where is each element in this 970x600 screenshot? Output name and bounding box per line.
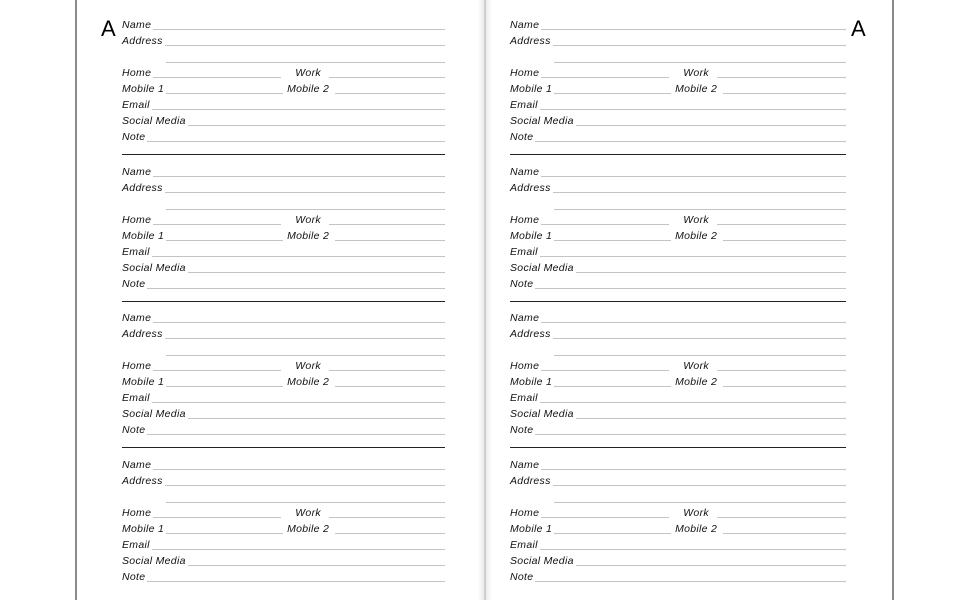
field-row bbox=[122, 111, 445, 127]
field-row bbox=[510, 178, 846, 194]
field-row bbox=[510, 111, 846, 127]
mobile2-line[interactable] bbox=[723, 93, 846, 94]
field-row bbox=[510, 356, 846, 372]
field-row bbox=[122, 63, 445, 79]
name-line[interactable] bbox=[153, 29, 445, 30]
field-row bbox=[510, 63, 846, 79]
entry-separator bbox=[122, 154, 445, 155]
field-label-mobile1: Mobile 1 bbox=[122, 376, 165, 388]
field-row bbox=[122, 324, 445, 340]
work-line[interactable] bbox=[329, 517, 445, 518]
field-label-social: Social Media bbox=[122, 408, 186, 420]
address-line[interactable] bbox=[165, 45, 445, 46]
field-label-mobile2: Mobile 2 bbox=[675, 229, 718, 242]
field-label-name: Name bbox=[510, 312, 540, 324]
section-letter: A bbox=[851, 16, 866, 41]
field-row bbox=[122, 420, 445, 436]
field-row bbox=[510, 341, 846, 357]
mobile2-line[interactable] bbox=[335, 240, 445, 241]
mobile2-line[interactable] bbox=[723, 240, 846, 241]
field-row bbox=[510, 258, 846, 274]
field-row bbox=[122, 356, 445, 372]
field-label-work: Work bbox=[295, 67, 321, 79]
field-label-note: Note bbox=[510, 570, 534, 583]
field-label-note: Note bbox=[122, 131, 146, 143]
mobile1-line[interactable] bbox=[554, 240, 671, 241]
field-label-email: Email bbox=[122, 392, 150, 404]
field-row bbox=[122, 195, 445, 211]
field-label-home: Home bbox=[122, 67, 152, 79]
field-label-name: Name bbox=[122, 165, 152, 178]
field-label-address: Address bbox=[122, 328, 163, 340]
field-row bbox=[122, 567, 445, 583]
field-row bbox=[122, 79, 445, 95]
field-label-address: Address bbox=[122, 474, 163, 487]
field-label-home: Home bbox=[510, 506, 540, 519]
mobile1-line[interactable] bbox=[166, 386, 283, 387]
email-line[interactable] bbox=[540, 402, 846, 403]
email-line[interactable] bbox=[152, 549, 445, 550]
field-row bbox=[510, 79, 846, 95]
email-line[interactable] bbox=[540, 549, 846, 550]
note-line[interactable] bbox=[535, 141, 846, 142]
field-label-home: Home bbox=[122, 360, 152, 372]
field-label-note: Note bbox=[122, 424, 146, 436]
home-line[interactable] bbox=[153, 370, 281, 371]
note-line[interactable] bbox=[147, 288, 445, 289]
field-label-mobile1: Mobile 1 bbox=[510, 83, 553, 95]
field-row bbox=[122, 226, 445, 242]
field-row bbox=[510, 388, 846, 404]
field-label-home: Home bbox=[510, 67, 540, 79]
mobile1-line[interactable] bbox=[554, 533, 671, 534]
field-row bbox=[510, 274, 846, 290]
mobile2-line[interactable] bbox=[335, 386, 445, 387]
field-row bbox=[122, 242, 445, 258]
left-page bbox=[101, 0, 445, 600]
note-line[interactable] bbox=[147, 434, 445, 435]
field-label-social: Social Media bbox=[122, 261, 186, 274]
social-line[interactable] bbox=[188, 125, 445, 126]
field-label-email: Email bbox=[122, 99, 150, 111]
field-label-name: Name bbox=[122, 458, 152, 471]
field-label-work: Work bbox=[295, 360, 321, 372]
field-label-name: Name bbox=[510, 165, 540, 178]
field-label-name: Name bbox=[510, 19, 540, 31]
field-label-address: Address bbox=[510, 474, 551, 487]
field-row bbox=[122, 341, 445, 357]
field-row bbox=[510, 535, 846, 551]
field-label-mobile2: Mobile 2 bbox=[287, 522, 330, 535]
field-row bbox=[122, 372, 445, 388]
field-label-mobile1: Mobile 1 bbox=[122, 229, 165, 242]
field-label-work: Work bbox=[295, 506, 321, 519]
address-line[interactable] bbox=[553, 192, 846, 193]
field-label-email: Email bbox=[510, 99, 538, 111]
field-label-home: Home bbox=[510, 213, 540, 226]
field-label-mobile2: Mobile 2 bbox=[287, 376, 330, 388]
field-row bbox=[510, 195, 846, 211]
entry-separator bbox=[510, 447, 846, 448]
field-label-social: Social Media bbox=[122, 554, 186, 567]
field-label-email: Email bbox=[510, 392, 538, 404]
field-label-name: Name bbox=[510, 458, 540, 471]
social-line[interactable] bbox=[576, 418, 846, 419]
field-label-home: Home bbox=[510, 360, 540, 372]
home-line[interactable] bbox=[153, 77, 281, 78]
field-row bbox=[510, 48, 846, 64]
field-label-work: Work bbox=[683, 506, 709, 519]
entry-separator bbox=[122, 301, 445, 302]
field-label-note: Note bbox=[122, 570, 146, 583]
home-line[interactable] bbox=[541, 77, 669, 78]
mobile1-line[interactable] bbox=[554, 386, 671, 387]
address-line[interactable] bbox=[553, 485, 846, 486]
email-line[interactable] bbox=[152, 256, 445, 257]
address-line[interactable] bbox=[165, 485, 445, 486]
mobile2-line[interactable] bbox=[335, 93, 445, 94]
field-label-note: Note bbox=[510, 131, 534, 143]
field-label-mobile2: Mobile 2 bbox=[675, 522, 718, 535]
email-line[interactable] bbox=[152, 109, 445, 110]
field-label-mobile1: Mobile 1 bbox=[122, 83, 165, 95]
social-line[interactable] bbox=[576, 272, 846, 273]
work-line[interactable] bbox=[717, 77, 846, 78]
name-line[interactable] bbox=[541, 176, 846, 177]
field-row bbox=[122, 503, 445, 519]
field-label-note: Note bbox=[122, 277, 146, 290]
address-line[interactable] bbox=[553, 338, 846, 339]
field-row bbox=[510, 308, 846, 324]
social-line[interactable] bbox=[188, 418, 445, 419]
field-row bbox=[510, 420, 846, 436]
field-label-address: Address bbox=[122, 181, 163, 194]
field-label-address: Address bbox=[122, 35, 163, 47]
field-row bbox=[122, 162, 445, 178]
field-row bbox=[510, 242, 846, 258]
field-label-work: Work bbox=[683, 67, 709, 79]
field-label-note: Note bbox=[510, 277, 534, 290]
note-line[interactable] bbox=[147, 141, 445, 142]
field-row bbox=[122, 15, 445, 31]
field-row bbox=[122, 48, 445, 64]
field-label-social: Social Media bbox=[510, 115, 574, 127]
field-label-mobile1: Mobile 1 bbox=[510, 376, 553, 388]
email-line[interactable] bbox=[540, 256, 846, 257]
field-row bbox=[510, 226, 846, 242]
field-label-address: Address bbox=[510, 328, 551, 340]
field-label-social: Social Media bbox=[510, 554, 574, 567]
field-label-name: Name bbox=[122, 19, 152, 31]
field-row bbox=[122, 127, 445, 143]
social-line[interactable] bbox=[576, 125, 846, 126]
field-row bbox=[122, 258, 445, 274]
field-label-mobile1: Mobile 1 bbox=[122, 522, 165, 535]
mobile1-line[interactable] bbox=[166, 93, 283, 94]
mobile1-line[interactable] bbox=[166, 240, 283, 241]
address-line[interactable] bbox=[165, 338, 445, 339]
work-line[interactable] bbox=[717, 517, 846, 518]
left-page-edge bbox=[75, 0, 77, 600]
work-line[interactable] bbox=[329, 370, 445, 371]
home-line[interactable] bbox=[153, 224, 281, 225]
field-row bbox=[510, 127, 846, 143]
work-line[interactable] bbox=[717, 370, 846, 371]
field-label-social: Social Media bbox=[510, 408, 574, 420]
field-row bbox=[510, 567, 846, 583]
mobile1-line[interactable] bbox=[166, 533, 283, 534]
mobile1-line[interactable] bbox=[554, 93, 671, 94]
field-label-email: Email bbox=[510, 245, 538, 258]
field-label-social: Social Media bbox=[122, 115, 186, 127]
field-row bbox=[510, 324, 846, 340]
email-line[interactable] bbox=[540, 109, 846, 110]
work-line[interactable] bbox=[329, 224, 445, 225]
field-row bbox=[122, 31, 445, 47]
email-line[interactable] bbox=[152, 402, 445, 403]
note-line[interactable] bbox=[535, 434, 846, 435]
field-row bbox=[122, 535, 445, 551]
field-row bbox=[122, 95, 445, 111]
field-row bbox=[122, 308, 445, 324]
work-line[interactable] bbox=[717, 224, 846, 225]
field-row bbox=[510, 95, 846, 111]
name-line[interactable] bbox=[153, 469, 445, 470]
field-label-work: Work bbox=[295, 213, 321, 226]
name-line[interactable] bbox=[541, 469, 846, 470]
field-label-address: Address bbox=[510, 181, 551, 194]
field-row bbox=[510, 551, 846, 567]
field-label-mobile2: Mobile 2 bbox=[675, 83, 718, 95]
field-label-email: Email bbox=[122, 538, 150, 551]
right-page bbox=[510, 0, 866, 600]
home-line[interactable] bbox=[541, 517, 669, 518]
field-row bbox=[122, 178, 445, 194]
name-line[interactable] bbox=[541, 322, 846, 323]
note-line[interactable] bbox=[147, 581, 445, 582]
field-label-mobile1: Mobile 1 bbox=[510, 229, 553, 242]
mobile2-line[interactable] bbox=[335, 533, 445, 534]
social-line[interactable] bbox=[188, 565, 445, 566]
field-label-address: Address bbox=[510, 35, 551, 47]
home-line[interactable] bbox=[541, 370, 669, 371]
field-row bbox=[510, 162, 846, 178]
field-label-work: Work bbox=[683, 213, 709, 226]
field-row bbox=[510, 503, 846, 519]
field-row bbox=[122, 488, 445, 504]
field-row bbox=[122, 551, 445, 567]
field-label-mobile1: Mobile 1 bbox=[510, 522, 553, 535]
field-row bbox=[510, 210, 846, 226]
home-line[interactable] bbox=[153, 517, 281, 518]
entry-separator bbox=[510, 301, 846, 302]
field-row bbox=[510, 15, 846, 31]
field-label-home: Home bbox=[122, 506, 152, 519]
field-row bbox=[122, 471, 445, 487]
address-line[interactable] bbox=[553, 45, 846, 46]
field-label-social: Social Media bbox=[510, 261, 574, 274]
name-line[interactable] bbox=[153, 322, 445, 323]
field-label-email: Email bbox=[122, 245, 150, 258]
entry-separator bbox=[122, 447, 445, 448]
mobile2-line[interactable] bbox=[723, 386, 846, 387]
field-row bbox=[122, 388, 445, 404]
field-label-email: Email bbox=[510, 538, 538, 551]
field-label-home: Home bbox=[122, 213, 152, 226]
mobile2-line[interactable] bbox=[723, 533, 846, 534]
field-label-mobile2: Mobile 2 bbox=[287, 229, 330, 242]
right-page-edge bbox=[892, 0, 894, 600]
name-line[interactable] bbox=[541, 29, 846, 30]
book-spine bbox=[478, 0, 492, 600]
field-row bbox=[510, 471, 846, 487]
social-line[interactable] bbox=[188, 272, 445, 273]
field-row bbox=[510, 519, 846, 535]
note-line[interactable] bbox=[535, 581, 846, 582]
field-row bbox=[122, 404, 445, 420]
field-row bbox=[510, 372, 846, 388]
work-line[interactable] bbox=[329, 77, 445, 78]
field-row bbox=[510, 455, 846, 471]
field-row bbox=[122, 455, 445, 471]
field-row bbox=[122, 519, 445, 535]
entry-separator bbox=[510, 154, 846, 155]
note-line[interactable] bbox=[535, 288, 846, 289]
field-row bbox=[510, 404, 846, 420]
field-row bbox=[122, 210, 445, 226]
address-line[interactable] bbox=[165, 192, 445, 193]
home-line[interactable] bbox=[541, 224, 669, 225]
social-line[interactable] bbox=[576, 565, 846, 566]
field-row bbox=[510, 31, 846, 47]
field-label-mobile2: Mobile 2 bbox=[287, 83, 330, 95]
field-label-work: Work bbox=[683, 360, 709, 372]
field-row bbox=[122, 274, 445, 290]
field-label-mobile2: Mobile 2 bbox=[675, 376, 718, 388]
section-letter: A bbox=[101, 16, 116, 41]
field-label-name: Name bbox=[122, 312, 152, 324]
name-line[interactable] bbox=[153, 176, 445, 177]
field-row bbox=[510, 488, 846, 504]
field-label-note: Note bbox=[510, 424, 534, 436]
